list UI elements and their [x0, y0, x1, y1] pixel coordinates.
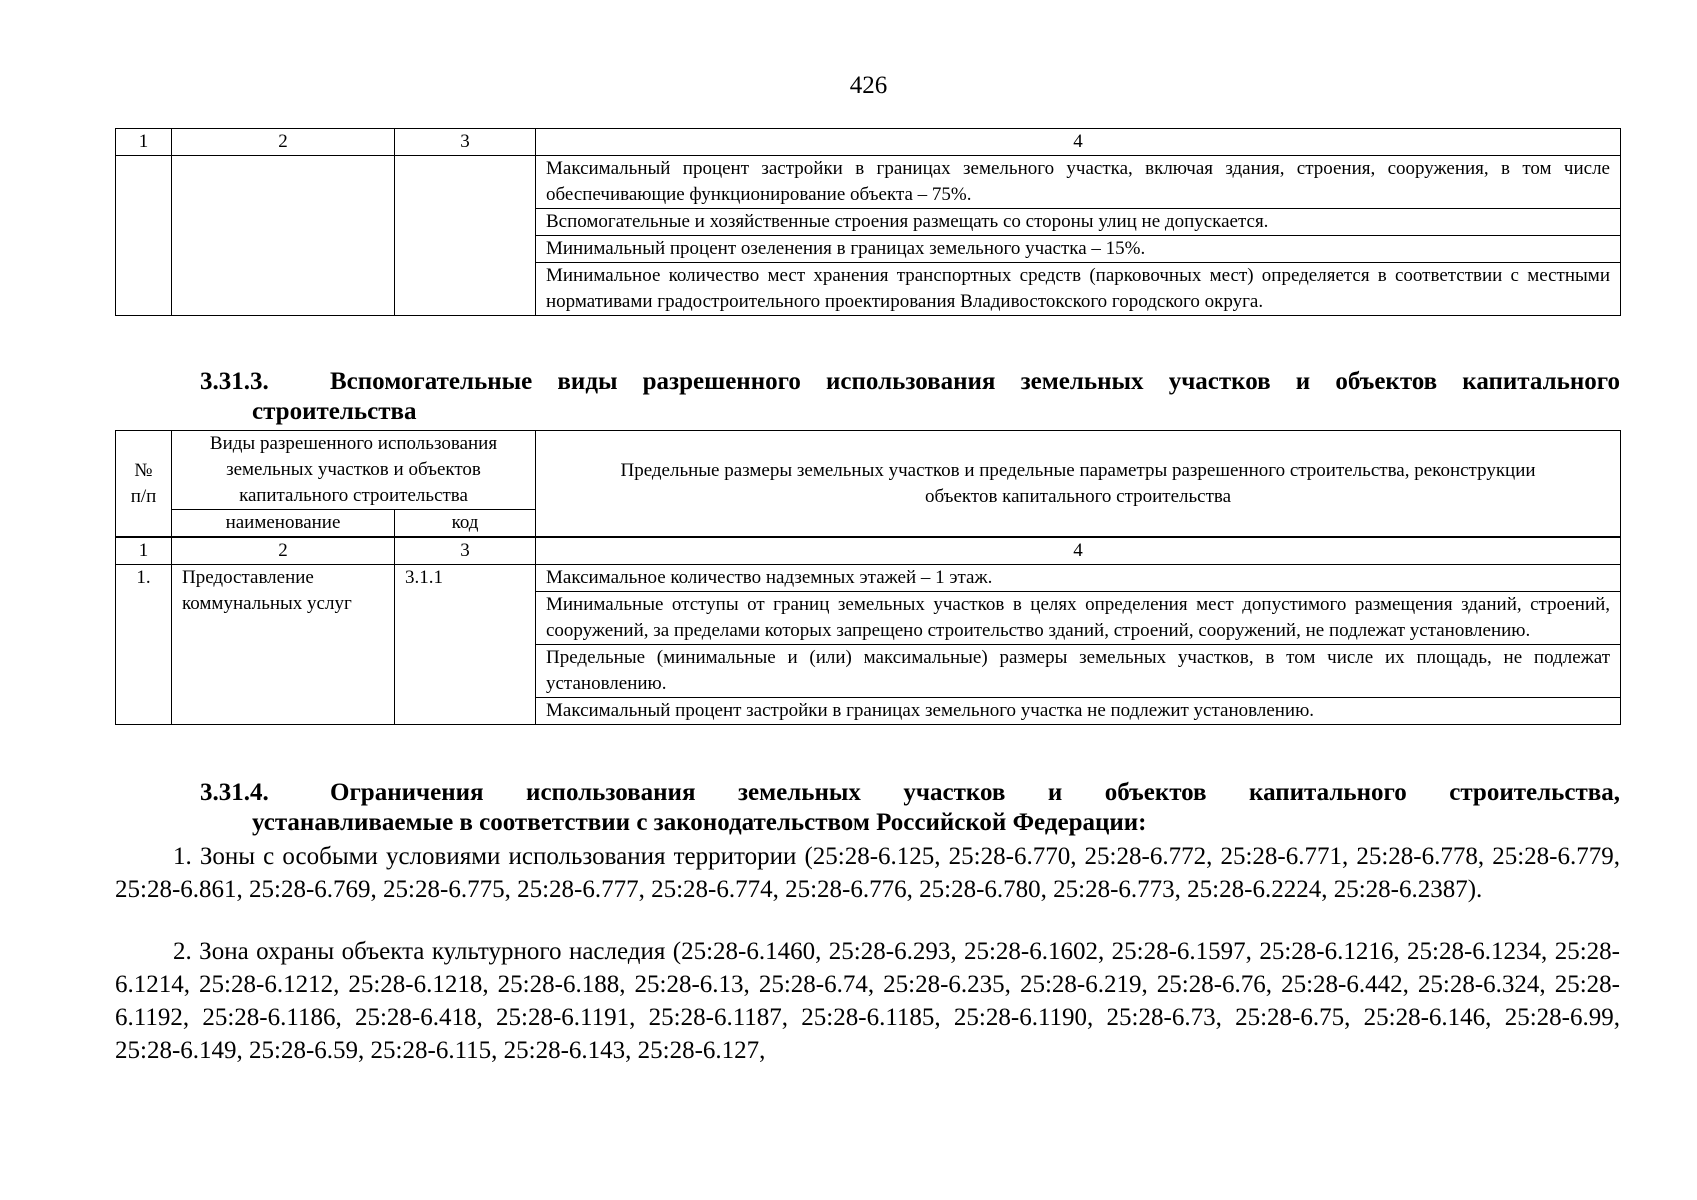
param-text: Минимальные отступы от границ земельных участков в целях определения мест допустимого размещения зданий, строений, сооружений, за пределами которых запрещено строительство зданий, строений, сооружений, не подлежат установлению. — [536, 592, 1621, 645]
header-num: № п/п — [116, 431, 172, 537]
table-row-column-numbers — [116, 129, 1621, 156]
param-text: Максимальный процент застройки в границах земельного участка, включая здания, строения, сооружения, в том числе обеспечивающие функционирование объекта – 75%. — [536, 156, 1621, 209]
param-text: Предельные (минимальные и (или) максимальные) размеры земельных участков, в том числе их площадь, не подлежат установлению. — [536, 645, 1621, 698]
header-limits: Предельные размеры земельных участков и предельные параметры разрешенного строительства, реконструкции объектов капитального строительства — [536, 431, 1621, 537]
param-text: Минимальное количество мест хранения транспортных средств (парковочных мест) определяется в соответствии с местными нормативами градостроительного проектирования Владивостокского городского округа. — [536, 263, 1621, 316]
paragraph-text: 2. Зона охраны объекта культурного наследия (25:28-6.1460, 25:28-6.293, 25:28-6.1602, 25:28-6.1597, 25:28-6.1216, 25:28-6.1234, 25:28-6.1214, 25:28-6.1212, 25:28-6.1218, 25:28-6.188, 25:28-6.13, 25:28-6.74, 25:28-6.235, 25:28-6.219, 25:28-6.76, 25:28-6.442, 25:28-6.324, 25:28-6.1192, 25:28-6.1186, 25:28-6.418, 25:28-6.1191, 25:28-6.1187, 25:28-6.1185, 25:28-6.1190, 25:28-6.73, 25:28-6.75, 25:28-6.146, 25:28-6.99, 25:28-6.149, 25:28-6.59, 25:28-6.115, 25:28-6.143, 25:28-6.127, — [115, 938, 1620, 1064]
col-number-1: 1 — [116, 129, 172, 156]
empty-cell — [395, 156, 536, 316]
section-number: 3.31.3. — [200, 368, 269, 395]
use-code: 3.1.1 — [395, 565, 536, 725]
paragraph-heritage-zone — [115, 935, 1620, 1067]
section-title-line2: устанавливаемые в соответствии с законодательством Российской Федерации: — [252, 809, 1147, 836]
use-name: Предоставление коммунальных услуг — [172, 565, 395, 725]
col-number-3: 3 — [395, 538, 536, 565]
param-text: Максимальный процент застройки в границах земельного участка не подлежит установлению. — [536, 698, 1621, 725]
col-number-3: 3 — [395, 129, 536, 156]
empty-cell — [172, 156, 395, 316]
paragraph-special-zones — [115, 840, 1620, 906]
header-types: Виды разрешенного использования земельных участков и объектов капитального строительства — [172, 431, 536, 510]
section-title-line1: Ограничения использования земельных участков и объектов капитального строительства, — [330, 779, 1620, 806]
header-code: код — [395, 510, 536, 537]
param-text: Минимальный процент озеленения в границах земельного участка – 15%. — [536, 236, 1621, 263]
param-text: Вспомогательные и хозяйственные строения размещать со стороны улиц не допускается. — [536, 209, 1621, 236]
col-number-4: 4 — [536, 538, 1621, 565]
table-auxiliary-header — [115, 430, 1621, 537]
section-number: 3.31.4. — [200, 779, 269, 806]
table-continued — [115, 128, 1621, 316]
page-number: 426 — [849, 72, 888, 99]
section-title-line1: Вспомогательные виды разрешенного использования земельных участков и объектов капитального — [330, 368, 1620, 395]
section-heading-3-31-4 — [115, 778, 1620, 838]
section-title-line2: строительства — [252, 398, 417, 425]
param-text: Максимальное количество надземных этажей – 1 этаж. — [536, 565, 1621, 592]
row-number: 1. — [116, 565, 172, 725]
col-number-1: 1 — [116, 538, 172, 565]
section-heading-3-31-3 — [115, 367, 1620, 427]
table-row-column-numbers — [116, 538, 1621, 565]
table-row — [116, 565, 1621, 592]
col-number-4: 4 — [536, 129, 1621, 156]
table-row — [116, 156, 1621, 209]
col-number-2: 2 — [172, 538, 395, 565]
header-row — [116, 431, 1621, 510]
header-name: наименование — [172, 510, 395, 537]
empty-cell — [116, 156, 172, 316]
col-number-2: 2 — [172, 129, 395, 156]
table-auxiliary-body — [115, 537, 1621, 725]
paragraph-text: 1. Зоны с особыми условиями использования территории (25:28-6.125, 25:28-6.770, 25:28-6.772, 25:28-6.771, 25:28-6.778, 25:28-6.779, 25:28-6.861, 25:28-6.769, 25:28-6.775, 25:28-6.777, 25:28-6.774, 25:28-6.776, 25:28-6.780, 25:28-6.773, 25:28-6.2224, 25:28-6.2387). — [115, 843, 1620, 903]
